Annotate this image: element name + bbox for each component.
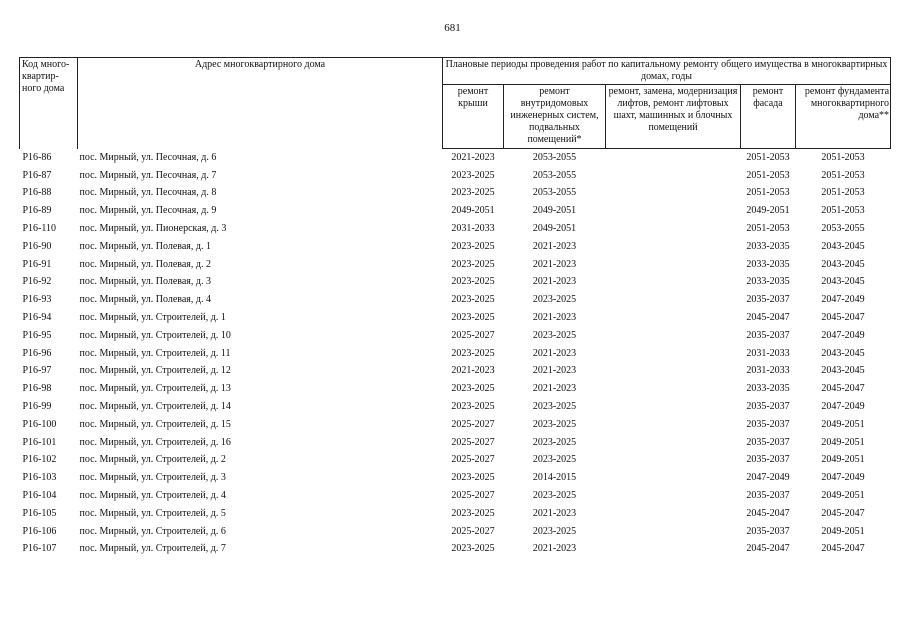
cell-engineering: 2021-2023 [532,383,577,395]
cell-facade: 2035-2037 [746,401,790,413]
cell-roof: 2021-2023 [451,365,495,377]
cell-elevators [606,487,741,505]
cell-engineering: 2021-2023 [532,543,577,555]
cell-address: пос. Мирный, ул. Полевая, д. 3 [79,276,211,288]
cell-roof: 2025-2027 [451,490,495,502]
cell-facade: 2051-2053 [746,169,790,181]
cell-facade: 2035-2037 [746,294,790,306]
cell-engineering: 2021-2023 [532,312,577,324]
page-number: 681 [444,22,461,34]
cell-facade: 2035-2037 [746,436,790,448]
cell-foundation: 2045-2047 [821,543,865,555]
cell-elevators [606,434,741,452]
cell-engineering: 2023-2025 [532,329,577,341]
cell-foundation: 2049-2051 [821,436,865,448]
cell-elevators [606,452,741,470]
cell-code: Р16-94 [22,312,52,324]
cell-code: Р16-107 [22,543,57,555]
cell-code: Р16-89 [22,205,52,217]
cell-address: пос. Мирный, ул. Полевая, д. 1 [79,240,211,252]
table-row [20,380,891,398]
table-row [20,256,891,274]
cell-address: пос. Мирный, ул. Песочная, д. 8 [79,187,217,199]
cell-facade: 2031-2033 [746,347,790,359]
cell-engineering: 2023-2025 [532,436,577,448]
table-row [20,202,891,220]
cell-facade: 2035-2037 [746,490,790,502]
cell-facade: 2035-2037 [746,418,790,430]
cell-roof: 2023-2025 [451,187,495,199]
table-row [20,291,891,309]
cell-address: пос. Мирный, ул. Полевая, д. 2 [79,258,211,270]
table-body [20,149,891,559]
cell-address: пос. Мирный, ул. Строителей, д. 10 [79,329,231,341]
cell-foundation: 2047-2049 [821,294,865,306]
cell-engineering: 2049-2051 [532,205,577,217]
cell-foundation: 2045-2047 [821,507,865,519]
cell-code: Р16-110 [22,223,57,235]
cell-code: Р16-92 [22,276,52,288]
capital-repair-schedule-table [19,57,891,558]
cell-code: Р16-87 [22,169,52,181]
cell-foundation: 2051-2053 [821,187,865,199]
cell-facade: 2049-2051 [746,205,790,217]
cell-address: пос. Мирный, ул. Строителей, д. 2 [79,454,226,466]
cell-foundation: 2043-2045 [821,258,865,270]
cell-elevators [606,345,741,363]
table-row [20,149,891,167]
cell-code: Р16-104 [22,490,57,502]
cell-facade: 2031-2033 [746,365,790,377]
cell-foundation: 2045-2047 [821,383,865,395]
cell-facade: 2035-2037 [746,525,790,537]
cell-code: Р16-102 [22,454,57,466]
cell-address: пос. Мирный, ул. Песочная, д. 7 [79,169,217,181]
cell-code: Р16-91 [22,258,52,270]
cell-engineering: 2023-2025 [532,490,577,502]
cell-facade: 2045-2047 [746,507,790,519]
cell-roof: 2023-2025 [451,240,495,252]
cell-roof: 2025-2027 [451,525,495,537]
cell-roof: 2031-2033 [451,223,495,235]
table-row [20,185,891,203]
table-row [20,416,891,434]
cell-facade: 2033-2035 [746,258,790,270]
table-row [20,469,891,487]
cell-address: пос. Мирный, ул. Строителей, д. 15 [79,418,231,430]
cell-elevators [606,256,741,274]
cell-elevators [606,291,741,309]
cell-address: пос. Мирный, ул. Песочная, д. 9 [79,205,217,217]
cell-foundation: 2047-2049 [821,329,865,341]
table-row [20,523,891,541]
cell-roof: 2023-2025 [451,507,495,519]
cell-foundation: 2043-2045 [821,240,865,252]
cell-code: Р16-90 [22,240,52,252]
cell-engineering: 2053-2055 [532,151,577,163]
cell-engineering: 2021-2023 [532,365,577,377]
table-row [20,327,891,345]
cell-elevators [606,327,741,345]
cell-elevators [606,220,741,238]
cell-roof: 2023-2025 [451,169,495,181]
cell-engineering: 2021-2023 [532,507,577,519]
header-foundation: ремонт фундамента многоквартирного дома** [796,85,891,149]
cell-code: Р16-86 [22,151,52,163]
cell-roof: 2023-2025 [451,543,495,555]
cell-elevators [606,167,741,185]
cell-engineering: 2021-2023 [532,347,577,359]
cell-elevators [606,202,741,220]
cell-foundation: 2045-2047 [821,312,865,324]
cell-elevators [606,505,741,523]
cell-address: пос. Мирный, ул. Песочная, д. 6 [79,151,217,163]
cell-code: Р16-100 [22,418,57,430]
cell-elevators [606,149,741,167]
header-facade: ремонт фасада [741,85,796,149]
cell-address: пос. Мирный, ул. Строителей, д. 3 [79,472,226,484]
cell-address: пос. Мирный, ул. Строителей, д. 4 [79,490,226,502]
header-address: Адрес многоквартирного дома [78,58,443,149]
table-row [20,398,891,416]
table-row [20,167,891,185]
cell-facade: 2051-2053 [746,223,790,235]
cell-facade: 2035-2037 [746,329,790,341]
cell-elevators [606,380,741,398]
cell-engineering: 2023-2025 [532,454,577,466]
cell-foundation: 2051-2053 [821,151,865,163]
table-row [20,505,891,523]
table-row [20,274,891,292]
cell-engineering: 2049-2051 [532,223,577,235]
cell-elevators [606,309,741,327]
cell-code: Р16-97 [22,365,52,377]
table-row [20,452,891,470]
cell-elevators [606,416,741,434]
cell-foundation: 2049-2051 [821,490,865,502]
cell-code: Р16-88 [22,187,52,199]
cell-engineering: 2023-2025 [532,294,577,306]
cell-engineering: 2021-2023 [532,276,577,288]
cell-engineering: 2023-2025 [532,418,577,430]
cell-foundation: 2051-2053 [821,169,865,181]
cell-foundation: 2049-2051 [821,454,865,466]
cell-roof: 2021-2023 [451,151,495,163]
cell-foundation: 2043-2045 [821,347,865,359]
cell-address: пос. Мирный, ул. Пионерская, д. 3 [79,223,227,235]
cell-foundation: 2043-2045 [821,365,865,377]
cell-roof: 2023-2025 [451,401,495,413]
cell-address: пос. Мирный, ул. Строителей, д. 12 [79,365,231,377]
table-row [20,238,891,256]
cell-roof: 2025-2027 [451,436,495,448]
cell-foundation: 2047-2049 [821,401,865,413]
cell-facade: 2033-2035 [746,383,790,395]
cell-address: пос. Мирный, ул. Строителей, д. 7 [79,543,226,555]
cell-elevators [606,523,741,541]
cell-roof: 2025-2027 [451,418,495,430]
cell-address: пос. Мирный, ул. Строителей, д. 6 [79,525,226,537]
cell-foundation: 2047-2049 [821,472,865,484]
cell-facade: 2051-2053 [746,151,790,163]
cell-engineering: 2023-2025 [532,525,577,537]
cell-code: Р16-103 [22,472,57,484]
cell-roof: 2023-2025 [451,312,495,324]
cell-elevators [606,469,741,487]
header-code: Код много-квартир-ного дома [20,58,78,149]
cell-roof: 2023-2025 [451,276,495,288]
cell-roof: 2023-2025 [451,294,495,306]
cell-roof: 2023-2025 [451,472,495,484]
cell-facade: 2051-2053 [746,187,790,199]
cell-code: Р16-106 [22,525,57,537]
cell-foundation: 2051-2053 [821,205,865,217]
cell-facade: 2035-2037 [746,454,790,466]
cell-elevators [606,398,741,416]
cell-roof: 2049-2051 [451,205,495,217]
table-header [20,58,891,149]
cell-code: Р16-99 [22,401,52,413]
cell-engineering: 2053-2055 [532,169,577,181]
cell-roof: 2023-2025 [451,383,495,395]
cell-code: Р16-101 [22,436,57,448]
header-roof: ремонт крыши [443,85,504,149]
cell-roof: 2025-2027 [451,454,495,466]
header-elevators: ремонт, замена, модернизация лифтов, ремонт лифтовых шахт, машинных и блочных помещений [606,85,741,149]
cell-code: Р16-98 [22,383,52,395]
cell-roof: 2025-2027 [451,329,495,341]
cell-foundation: 2053-2055 [821,223,865,235]
header-engineering: ремонт внутридомовых инженерных систем, подвальных помещений* [504,85,606,149]
cell-address: пос. Мирный, ул. Строителей, д. 1 [79,312,226,324]
cell-elevators [606,185,741,203]
table-row [20,487,891,505]
cell-address: пос. Мирный, ул. Строителей, д. 13 [79,383,231,395]
cell-code: Р16-105 [22,507,57,519]
cell-code: Р16-93 [22,294,52,306]
cell-address: пос. Мирный, ул. Строителей, д. 5 [79,507,226,519]
cell-elevators [606,274,741,292]
cell-facade: 2045-2047 [746,312,790,324]
cell-engineering: 2014-2015 [532,472,577,484]
cell-facade: 2033-2035 [746,276,790,288]
table-row [20,220,891,238]
cell-facade: 2047-2049 [746,472,790,484]
cell-address: пос. Мирный, ул. Строителей, д. 14 [79,401,231,413]
cell-facade: 2045-2047 [746,543,790,555]
table-row [20,434,891,452]
cell-code: Р16-96 [22,347,52,359]
cell-roof: 2023-2025 [451,347,495,359]
cell-facade: 2033-2035 [746,240,790,252]
cell-address: пос. Мирный, ул. Строителей, д. 16 [79,436,231,448]
cell-address: пос. Мирный, ул. Полевая, д. 4 [79,294,211,306]
cell-engineering: 2021-2023 [532,240,577,252]
cell-engineering: 2021-2023 [532,258,577,270]
header-periods: Плановые периоды проведения работ по капитальному ремонту общего имущества в многоквартирных домах, годы [443,58,891,85]
cell-elevators [606,541,741,559]
cell-address: пос. Мирный, ул. Строителей, д. 11 [79,347,231,359]
cell-roof: 2023-2025 [451,258,495,270]
cell-foundation: 2049-2051 [821,525,865,537]
cell-foundation: 2043-2045 [821,276,865,288]
cell-engineering: 2053-2055 [532,187,577,199]
table-row [20,363,891,381]
table-row [20,541,891,559]
cell-elevators [606,363,741,381]
table-row [20,345,891,363]
cell-code: Р16-95 [22,329,52,341]
cell-elevators [606,238,741,256]
cell-engineering: 2023-2025 [532,401,577,413]
cell-foundation: 2049-2051 [821,418,865,430]
table-row [20,309,891,327]
